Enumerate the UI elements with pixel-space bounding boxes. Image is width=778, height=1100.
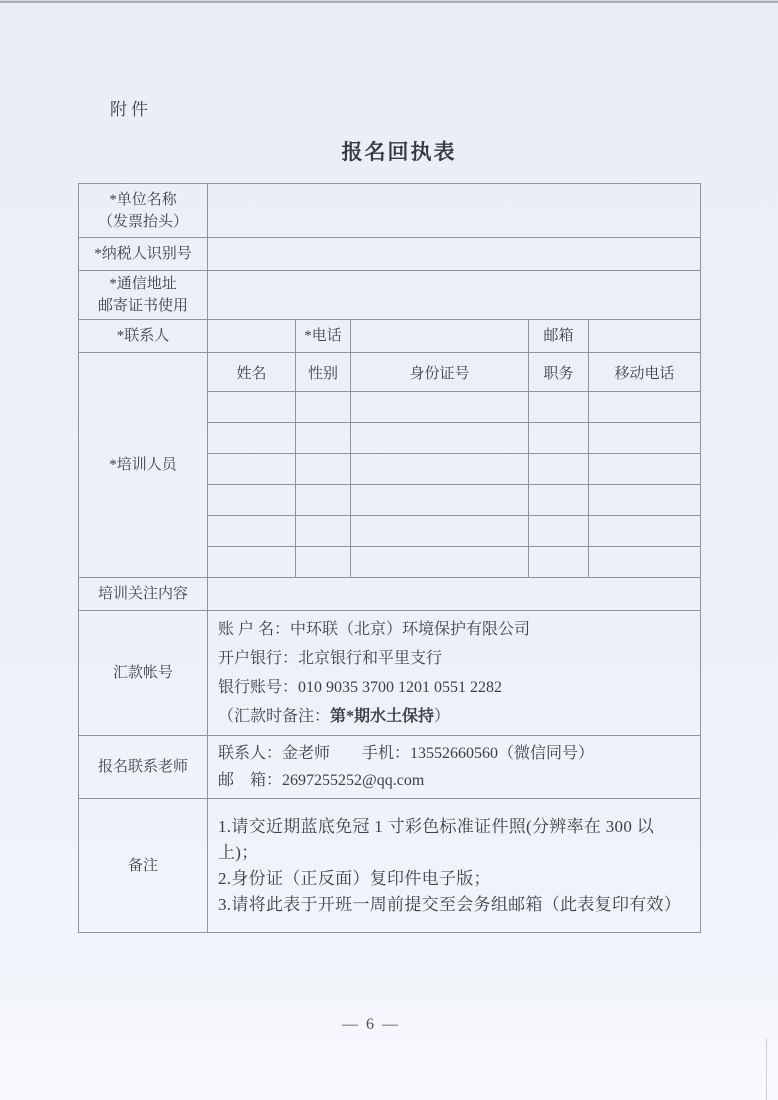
- trainee-cell[interactable]: [529, 392, 589, 423]
- trainee-col-mobile: 移动电话: [589, 353, 701, 392]
- remittance-note: （汇款时备注：第*期水土保持）: [218, 708, 451, 725]
- trainees-label: *培训人员: [79, 353, 208, 578]
- trainee-cell[interactable]: [589, 485, 701, 516]
- remarks-details: [208, 799, 701, 933]
- address-field[interactable]: [208, 271, 701, 320]
- trainee-cell[interactable]: [529, 547, 589, 578]
- trainee-cell[interactable]: [296, 485, 351, 516]
- registration-teacher-row: [79, 736, 701, 799]
- trainee-cell[interactable]: [208, 516, 296, 547]
- trainee-header-row: [79, 353, 701, 392]
- teacher-contact-line: 联系人：金老师 手机：13552660560（微信同号）: [218, 745, 595, 762]
- remark-item-3: 3.请将此表于开班一周前提交至会务组邮箱（此表复印有效）: [218, 894, 682, 914]
- trainee-cell[interactable]: [351, 516, 529, 547]
- trainee-cell[interactable]: [296, 547, 351, 578]
- training-focus-field[interactable]: [208, 578, 701, 611]
- trainee-cell[interactable]: [296, 392, 351, 423]
- trainee-cell[interactable]: [351, 423, 529, 454]
- registration-teacher-label: 报名联系老师: [79, 736, 208, 799]
- remittance-account-number: 银行账号：010 9035 3700 1201 0551 2282: [218, 679, 503, 696]
- address-label: [79, 271, 208, 320]
- address-label-line1: *通信地址: [109, 276, 177, 292]
- trainee-cell[interactable]: [296, 516, 351, 547]
- page-number: — 6 —: [342, 1016, 400, 1033]
- unit-name-row: [79, 184, 701, 238]
- trainee-cell[interactable]: [589, 392, 701, 423]
- trainee-col-id-number: 身份证号: [351, 353, 529, 392]
- remarks-label: 备注: [79, 799, 208, 933]
- registration-teacher-details: [208, 736, 701, 799]
- trainee-cell[interactable]: [589, 516, 701, 547]
- trainee-cell[interactable]: [529, 423, 589, 454]
- taxpayer-id-label: *纳税人识别号: [79, 238, 208, 271]
- email-field[interactable]: [589, 320, 701, 353]
- remark-item-1: 1.请交近期蓝底免冠 1 寸彩色标准证件照(分辨率在 300 以上)；: [218, 816, 655, 862]
- attachment-label: 附件: [110, 100, 152, 119]
- trainee-cell[interactable]: [296, 423, 351, 454]
- taxpayer-id-field[interactable]: [208, 238, 701, 271]
- trainee-cell[interactable]: [589, 454, 701, 485]
- contact-field[interactable]: [208, 320, 296, 353]
- address-row: [79, 271, 701, 320]
- remittance-note-bold: 第*期水土保持: [330, 708, 435, 725]
- contact-label: *联系人: [79, 320, 208, 353]
- remittance-details: [208, 611, 701, 736]
- trainee-cell[interactable]: [208, 547, 296, 578]
- trainee-cell[interactable]: [208, 485, 296, 516]
- unit-name-label: [79, 184, 208, 238]
- taxpayer-id-row: [79, 238, 701, 271]
- trainee-cell[interactable]: [351, 454, 529, 485]
- remarks-row: [79, 799, 701, 933]
- remark-item-2: 2.身份证（正反面）复印件电子版；: [218, 868, 491, 888]
- scan-edge-artifact-right: [766, 1038, 767, 1100]
- page-title: 报名回执表: [341, 140, 457, 164]
- scan-edge-artifact-top: [0, 0, 778, 3]
- trainee-cell[interactable]: [351, 485, 529, 516]
- trainee-cell[interactable]: [589, 547, 701, 578]
- remittance-account-name: 账 户 名：中环联（北京）环境保护有限公司: [218, 621, 531, 638]
- remittance-bank: 开户银行：北京银行和平里支行: [218, 650, 443, 667]
- trainee-cell[interactable]: [296, 454, 351, 485]
- remittance-row: [79, 611, 701, 736]
- registration-form-table: [78, 183, 701, 933]
- trainee-cell[interactable]: [351, 392, 529, 423]
- trainee-cell[interactable]: [589, 423, 701, 454]
- trainee-col-name: 姓名: [208, 353, 296, 392]
- address-label-line2: 邮寄证书使用: [97, 298, 188, 314]
- training-focus-label: 培训关注内容: [79, 578, 208, 611]
- training-focus-row: [79, 578, 701, 611]
- trainee-cell[interactable]: [529, 454, 589, 485]
- phone-field[interactable]: [351, 320, 529, 353]
- trainee-cell[interactable]: [529, 516, 589, 547]
- trainee-cell[interactable]: [351, 547, 529, 578]
- contact-row: [79, 320, 701, 353]
- trainee-cell[interactable]: [529, 485, 589, 516]
- teacher-email-line: 邮 箱：2697255252@qq.com: [218, 772, 425, 789]
- unit-name-field[interactable]: [208, 184, 701, 238]
- trainee-col-position: 职务: [529, 353, 589, 392]
- phone-label: *电话: [296, 320, 351, 353]
- trainee-col-gender: 性别: [296, 353, 351, 392]
- trainee-cell[interactable]: [208, 392, 296, 423]
- remittance-label: 汇款帐号: [79, 611, 208, 736]
- unit-name-label-line2: （发票抬头）: [97, 213, 188, 230]
- trainee-cell[interactable]: [208, 454, 296, 485]
- unit-name-label-line1: *单位名称: [109, 191, 177, 208]
- email-label: 邮箱: [529, 320, 589, 353]
- trainee-cell[interactable]: [208, 423, 296, 454]
